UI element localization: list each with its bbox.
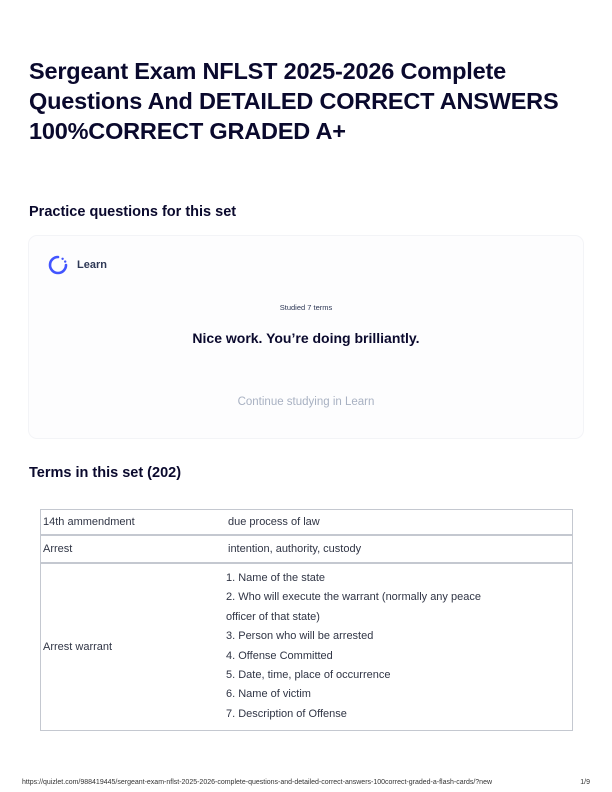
definition-line: 6. Name of victim bbox=[226, 688, 311, 701]
definition-line: 3. Person who will be arrested bbox=[226, 630, 374, 643]
print-url: https://quizlet.com/988419445/sergeant-exam-nflst-2025-2026-complete-questions-and-detailed-correct-answers-100correct-graded-a-flash-cards/?new bbox=[22, 779, 493, 786]
definition-line: officer of that state) bbox=[226, 610, 320, 623]
term-cell: Arrest bbox=[41, 535, 227, 563]
terms-heading: Terms in this set (202) bbox=[29, 465, 182, 481]
learn-card bbox=[29, 236, 583, 438]
definition-line: 7. Description of Offense bbox=[226, 707, 347, 720]
definition-cell: intention, authority, custody bbox=[226, 535, 573, 563]
term-cell: Arrest warrant bbox=[41, 563, 227, 731]
continue-learn-button[interactable]: Continue studying in Learn bbox=[237, 396, 375, 408]
studied-count: Studied 7 terms bbox=[279, 303, 333, 312]
practice-heading: Practice questions for this set bbox=[29, 204, 237, 220]
table-row bbox=[41, 563, 573, 731]
definition-cell: due process of law bbox=[228, 516, 320, 528]
learn-icon bbox=[47, 254, 69, 276]
table-row bbox=[41, 535, 573, 563]
term-cell: 14th ammendment bbox=[43, 516, 135, 528]
definition-line: 4. Offense Committed bbox=[226, 649, 333, 662]
terms-table bbox=[40, 509, 573, 731]
definition-cell bbox=[226, 563, 573, 731]
definition-line: 1. Name of the state bbox=[226, 572, 326, 584]
print-page-number: 1/9 bbox=[580, 779, 590, 786]
learn-mode-link[interactable] bbox=[47, 254, 107, 276]
praise-message: Nice work. You’re doing brilliantly. bbox=[192, 330, 420, 346]
learn-mode-label: Learn bbox=[77, 259, 107, 271]
table-row bbox=[41, 510, 573, 536]
definition-line: 5. Date, time, place of occurrence bbox=[226, 669, 391, 682]
definition-line: 2. Who will execute the warrant (normally any peace bbox=[226, 591, 481, 604]
page-title: Sergeant Exam NFLST 2025-2026 Complete Questions And DETAILED CORRECT ANSWERS 100%CORRECT GRADED A+ bbox=[29, 58, 559, 144]
